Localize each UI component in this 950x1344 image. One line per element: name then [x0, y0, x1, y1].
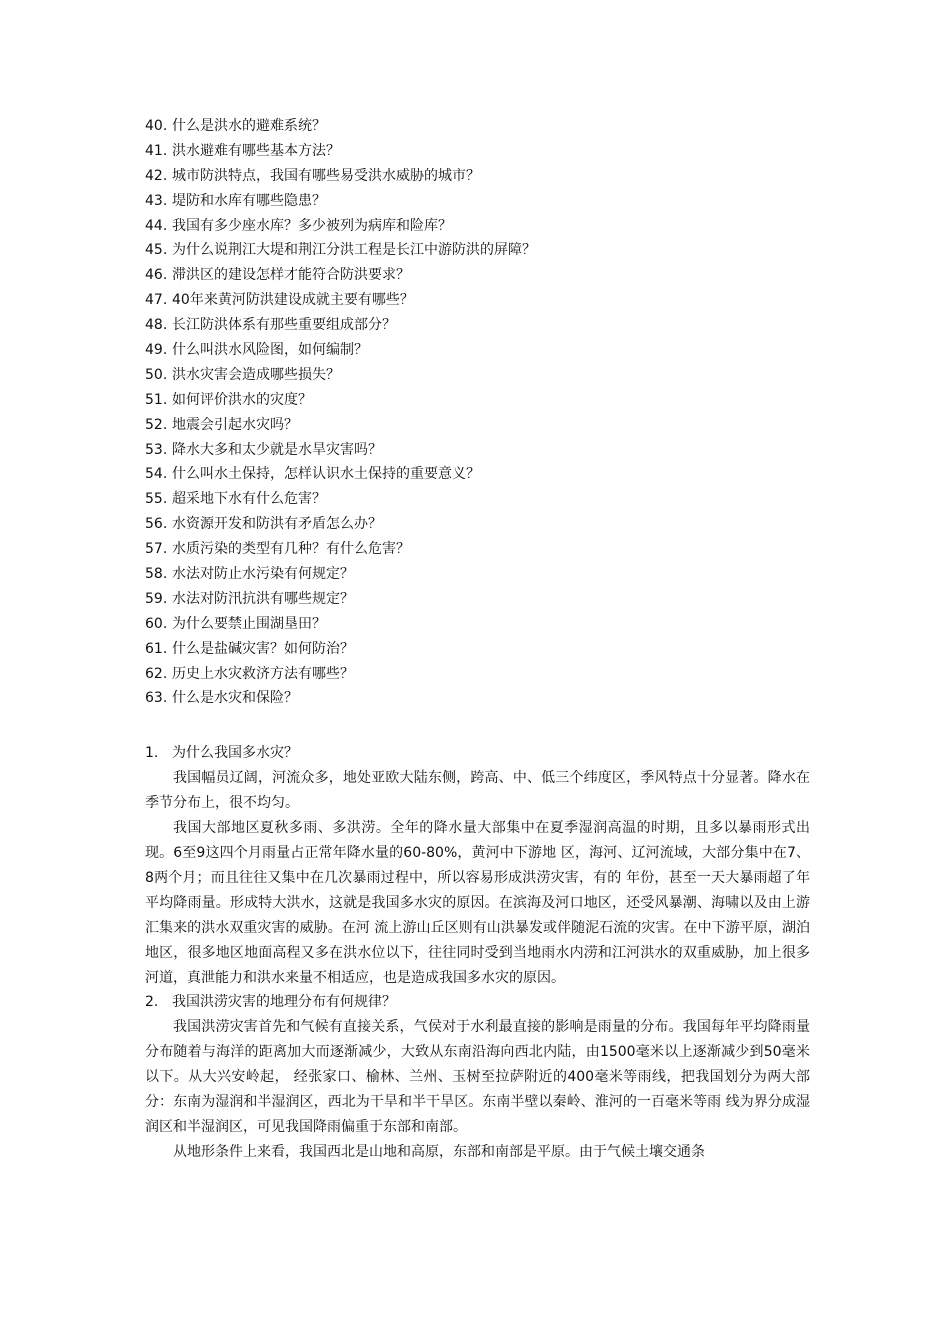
question-item: 53. 降水大多和太少就是水旱灾害吗？ [145, 441, 382, 458]
question-item: 52. 地震会引起水灾吗？ [145, 416, 298, 433]
question-item: 60. 为什么要禁止围湖垦田？ [145, 615, 326, 632]
question-item: 57. 水质污染的类型有几种？有什么危害？ [145, 541, 410, 558]
body-paragraph: 我国洪涝灾害首先和气候有直接关系，气侯对于水利最直接的影响是雨量的分布。我国每年平均降雨量分布随着与海洋的距离加大而逐渐减少，大致从东南沿海向西北内陆，由1500毫米以上逐渐减少到50毫米以下。从大兴安岭起， 经张家口、榆林、兰州、玉树至拉萨附近的400毫米等雨线，把我国划分为两大部分：东南为湿润和半湿润区，西北为干旱和半干旱区。东南半壁以秦岭、淮河的一百毫米等雨 线为界分成湿润区和半湿润区，可见我国降雨偏重于东部和南部。 [145, 1019, 810, 1135]
section-heading: 1. 为什么我国多水灾？ [145, 745, 298, 762]
question-list [145, 114, 810, 711]
question-item: 63. 什么是水灾和保险？ [145, 690, 298, 707]
section-spacer [145, 711, 810, 741]
body-paragraph: 我国大部地区夏秋多雨、多洪涝。全年的降水量大部集中在夏季湿润高温的时期，且多以暴雨形式出现。6至9这四个月雨量占正常年降水量的60-80%，黄河中下游地 区，海河、辽河流域，大部分集中在7、8两个月；而且往往又集中在几次暴雨过程中，所以容易形成洪涝灾害，有的 年份，甚至一天大暴雨超了年平均降雨量。形成特大洪水，这就是我国多水灾的原因。在滨海及河口地区，还受风暴潮、海啸以及由上游汇集来的洪水双重灾害的威胁。在河 流上游山丘区则有山洪暴发或伴随泥石流的灾害。在中下游平原，湖泊地区，很多地区地面高程又多在洪水位以下，往往同时受到当地雨水内涝和江河洪水的双重威胁，加上很多河道，真泄能力和洪水来量不相适应，也是造成我国多水灾的原因。 [145, 820, 810, 986]
question-item: 43. 堤防和水库有哪些隐患？ [145, 192, 326, 209]
body-paragraph: 从地形条件上来看，我国西北是山地和高原，东部和南部是平原。由于气候土壤交通条 [173, 1143, 705, 1160]
section-2 [145, 990, 810, 1164]
question-item: 56. 水资源开发和防洪有矛盾怎么办？ [145, 516, 382, 533]
body-paragraph: 我国幅员辽阔，河流众多，地处亚欧大陆东侧，跨高、中、低三个纬度区，季风特点十分显著。降水在季节分布上，很不均匀。 [145, 770, 810, 812]
question-item: 40. 什么是洪水的避难系统？ [145, 118, 326, 134]
document-page [145, 114, 810, 1165]
question-item: 50. 洪水灾害会造成哪些损失？ [145, 366, 340, 383]
question-item: 59. 水法对防汛抗洪有哪些规定？ [145, 590, 354, 607]
question-item: 46. 滞洪区的建设怎样才能符合防洪要求？ [145, 267, 410, 284]
question-item: 62. 历史上水灾救济方法有哪些？ [145, 665, 354, 682]
question-item: 55. 超采地下水有什么危害？ [145, 491, 326, 508]
section-1 [145, 741, 810, 990]
question-item: 54. 什么叫水土保持，怎样认识水土保持的重要意义？ [145, 466, 480, 483]
question-item: 58. 水法对防止水污染有何规定？ [145, 566, 354, 583]
question-item: 42. 城市防洪特点，我国有哪些易受洪水威胁的城市？ [145, 167, 480, 184]
question-item: 41. 洪水避难有哪些基本方法？ [145, 142, 340, 159]
question-item: 47. 40年来黄河防洪建设成就主要有哪些？ [145, 292, 414, 309]
question-item: 61. 什么是盐碱灾害？如何防治？ [145, 640, 354, 657]
section-heading: 2. 我国洪涝灾害的地理分布有何规律？ [145, 994, 396, 1011]
question-item: 51. 如何评价洪水的灾度？ [145, 391, 312, 408]
question-item: 49. 什么叫洪水风险图，如何编制？ [145, 342, 368, 359]
question-item: 45. 为什么说荆江大堤和荆江分洪工程是长江中游防洪的屏障？ [145, 242, 536, 259]
question-item: 44. 我国有多少座水库？多少被列为病库和险库？ [145, 217, 452, 234]
question-item: 48. 长江防洪体系有那些重要组成部分？ [145, 317, 396, 334]
